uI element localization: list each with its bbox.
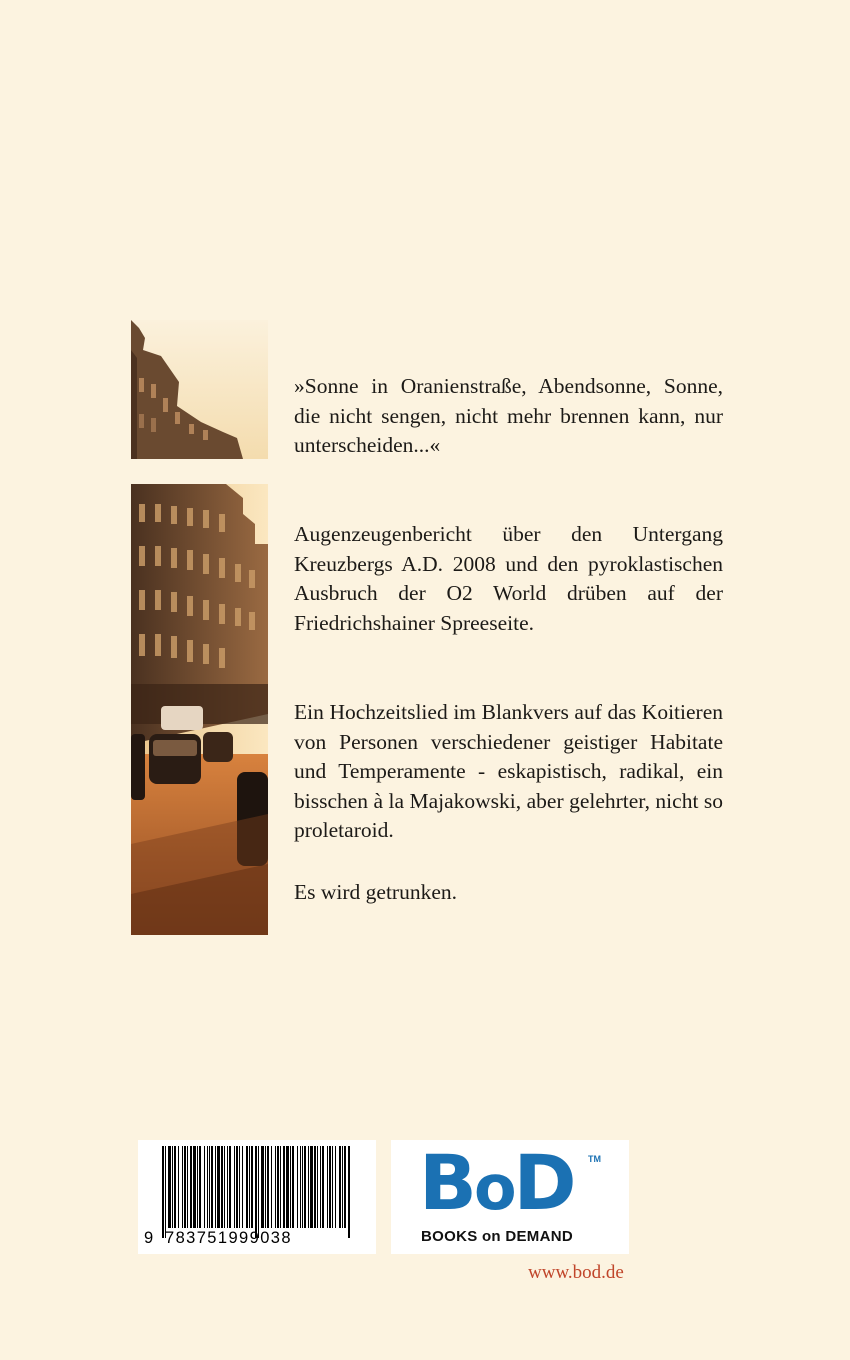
cover-photo-bottom	[131, 484, 268, 935]
barcode-bar	[187, 1146, 188, 1228]
barcode-bar	[251, 1146, 253, 1228]
description-paragraph-3: Es wird getrunken.	[294, 880, 458, 904]
barcode-bar	[172, 1146, 173, 1228]
barcode-bar	[246, 1146, 248, 1228]
barcode-bar	[280, 1146, 281, 1228]
barcode-bar	[344, 1146, 346, 1228]
trademark-symbol: TM	[588, 1154, 601, 1164]
barcode-bar	[271, 1146, 272, 1228]
isbn-barcode	[138, 1140, 376, 1254]
description-paragraph-2: Ein Hochzeitslied im Blankvers auf das Koitieren von Personen verschiedener geistiger Habitate und Temperamente - eskapistisch, radikal, ein bisschen à la Majakowski, aber gelehrter, nicht so proletaroid.	[294, 700, 723, 842]
barcode-first-digit: 9	[144, 1229, 155, 1247]
barcode-bar	[197, 1146, 198, 1228]
barcode-bar	[335, 1146, 336, 1228]
barcode-bar	[308, 1146, 309, 1228]
barcode-bar	[184, 1146, 186, 1228]
barcode-bar	[258, 1146, 259, 1238]
barcode-bar	[178, 1146, 179, 1228]
barcode-bar	[300, 1146, 301, 1228]
barcode-bar	[265, 1146, 266, 1228]
barcode-bar	[292, 1146, 294, 1228]
barcode-bar	[199, 1146, 201, 1228]
barcode-bar	[267, 1146, 269, 1228]
barcode-bar	[297, 1146, 298, 1228]
barcode-bar	[283, 1146, 285, 1228]
barcode-bar	[204, 1146, 205, 1228]
barcode-bar	[261, 1146, 264, 1228]
barcode-bar	[310, 1146, 313, 1228]
barcode-bar	[255, 1146, 257, 1238]
barcode-bar	[224, 1146, 225, 1228]
publisher-tagline: BOOKS on DEMAND	[421, 1228, 573, 1245]
publisher-logo	[391, 1140, 629, 1254]
barcode-bar	[162, 1146, 164, 1238]
barcode-bar	[329, 1146, 331, 1228]
barcode-bar	[242, 1146, 243, 1228]
barcode-bar	[229, 1146, 231, 1228]
barcode-bar	[227, 1146, 228, 1228]
barcode-bar	[304, 1146, 306, 1228]
barcode-bar	[317, 1146, 318, 1228]
barcode-bar	[174, 1146, 176, 1228]
barcode-bar	[332, 1146, 333, 1228]
barcode-bar	[275, 1146, 276, 1228]
barcode-bar	[339, 1146, 341, 1228]
barcode-bar	[348, 1146, 350, 1238]
barcode-bar	[190, 1146, 192, 1228]
opening-quote: »Sonne in Oranienstraße, Abendsonne, Sonne, die nicht sengen, nicht mehr brennen kann, nur unterscheiden...«	[294, 374, 723, 457]
barcode-bar	[322, 1146, 324, 1228]
barcode-bar	[215, 1146, 216, 1228]
barcode-bar	[239, 1146, 240, 1228]
barcode-bar	[320, 1146, 321, 1228]
barcode-bar	[217, 1146, 220, 1228]
barcode-bar	[168, 1146, 171, 1228]
barcode-bar	[290, 1146, 291, 1228]
barcode-bar	[193, 1146, 196, 1228]
barcode-bar	[207, 1146, 208, 1228]
barcode-bar	[302, 1146, 303, 1228]
barcode-bar	[342, 1146, 343, 1228]
barcode-bar	[236, 1146, 238, 1228]
barcode-bar	[209, 1146, 210, 1228]
barcode-bar	[286, 1146, 289, 1228]
publisher-website: www.bod.de	[528, 1262, 624, 1283]
barcode-bar	[165, 1146, 166, 1238]
description-paragraph-1: Augenzeugenbericht über den Untergang Kreuzbergs A.D. 2008 und den pyroklastischen Ausbruch der O2 World drüben auf der Friedrichshainer Spreeseite.	[294, 522, 723, 635]
barcode-bar	[277, 1146, 279, 1228]
barcode-digits: 783751999038	[165, 1229, 292, 1247]
barcode-bar	[314, 1146, 316, 1228]
barcode-bar	[211, 1146, 213, 1228]
barcode-bar	[221, 1146, 223, 1228]
barcode-bar	[182, 1146, 183, 1228]
bod-logo-mark: BoD	[419, 1138, 574, 1227]
barcode-bars	[162, 1146, 352, 1242]
barcode-bar	[234, 1146, 235, 1228]
barcode-bar	[249, 1146, 250, 1228]
barcode-bar	[327, 1146, 328, 1228]
cover-photo-top	[131, 320, 268, 459]
